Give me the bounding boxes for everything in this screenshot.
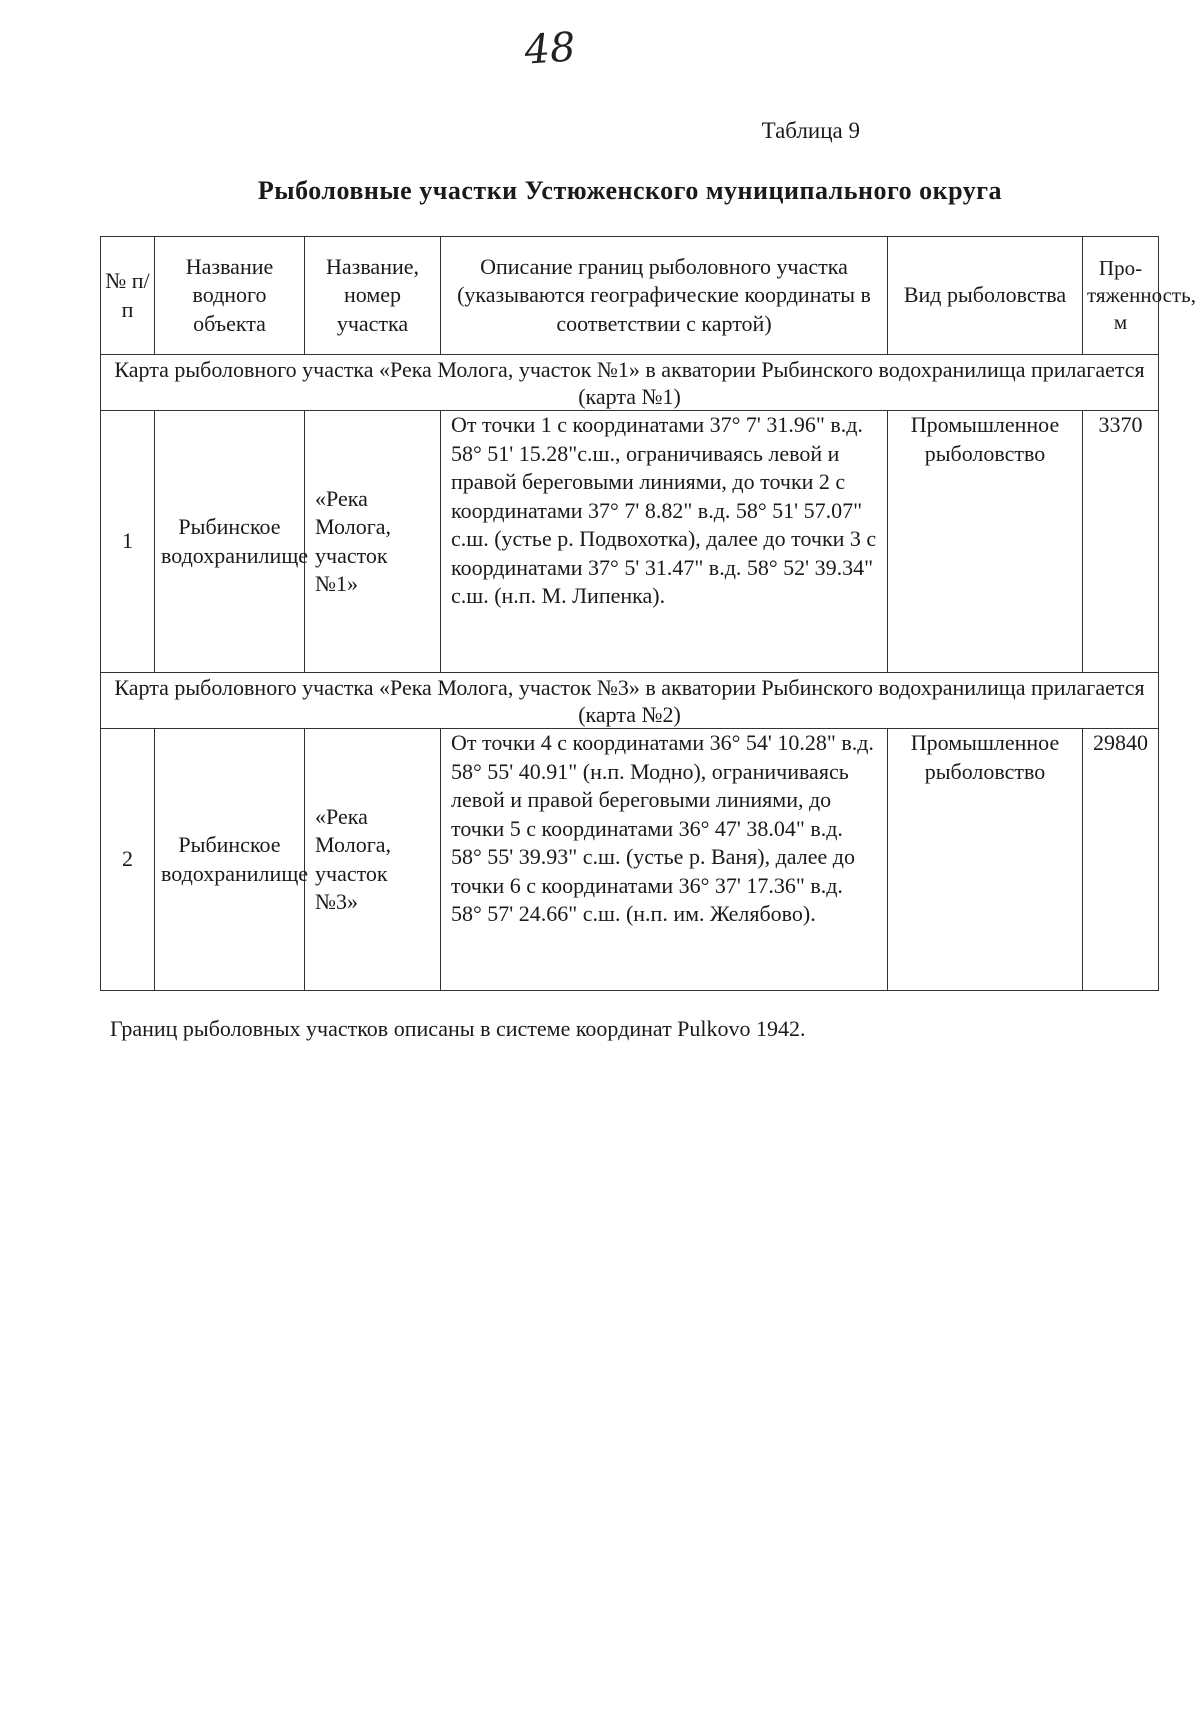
- header-length: Про-тяженность, м: [1083, 237, 1159, 355]
- row-length: 3370: [1083, 411, 1159, 673]
- header-parcel-name: Название, номер участка: [305, 237, 441, 355]
- header-fishing-type: Вид рыболовства: [888, 237, 1083, 355]
- header-num: № п/ п: [101, 237, 155, 355]
- map-note: Карта рыболовного участка «Река Молога, участок №1» в акватории Рыбинского водохранилища прилагается (карта №1): [101, 355, 1159, 411]
- row-parcel-name: «Река Молога, участок №3»: [305, 729, 441, 991]
- map-note-row: [101, 673, 1159, 729]
- table-header-row: [101, 237, 1159, 355]
- map-note: Карта рыболовного участка «Река Молога, участок №3» в акватории Рыбинского водохранилища прилагается (карта №2): [101, 673, 1159, 729]
- row-num: 2: [101, 729, 155, 991]
- row-length: 29840: [1083, 729, 1159, 991]
- row-fishing-type: Промышленное рыболовство: [888, 411, 1083, 673]
- table-caption: Таблица 9: [761, 118, 860, 143]
- footnote: Границ рыболовных участков описаны в системе координат Pulkovo 1942.: [110, 1016, 806, 1041]
- row-water-body: Рыбинское водохранилище: [155, 411, 305, 673]
- header-description: Описание границ рыболовного участка (указываются географические координаты в соответствии с картой): [441, 237, 888, 355]
- page-number: 48: [523, 24, 577, 74]
- map-note-row: [101, 355, 1159, 411]
- row-description: От точки 1 с координатами 37° 7' 31.96" в.д. 58° 51' 15.28"с.ш., ограничиваясь левой и правой береговыми линиями, до точки 2 с координатами 37° 7' 8.82" в.д. 58° 51' 57.07" с.ш. (устье р. Подвохотка), далее до точки 3 с координатами 37° 5' 31.47" в.д. 58° 52' 39.34" с.ш. (н.п. М. Липенка).: [441, 411, 888, 673]
- header-water-body: Название водного объекта: [155, 237, 305, 355]
- row-fishing-type: Промышленное рыболовство: [888, 729, 1083, 991]
- fishing-parcels-table: [100, 236, 1196, 991]
- table-row: [101, 729, 1159, 991]
- document-title: Рыболовные участки Устюженского муниципального округа: [257, 176, 1003, 205]
- row-description: От точки 4 с координатами 36° 54' 10.28" в.д. 58° 55' 40.91" (н.п. Модно), ограничиваясь левой и правой береговыми линиями, до точки 5 с координатами 36° 47' 38.04" в.д. 58° 55' 39.93" с.ш. (устье р. Ваня), далее до точки 6 с координатами 36° 37' 17.36" в.д. 58° 57' 24.66" с.ш. (н.п. им. Желябово).: [441, 729, 888, 991]
- row-num: 1: [101, 411, 155, 673]
- table-row: [101, 411, 1159, 673]
- row-water-body: Рыбинское водохранилище: [155, 729, 305, 991]
- row-parcel-name: «Река Молога, участок №1»: [305, 411, 441, 673]
